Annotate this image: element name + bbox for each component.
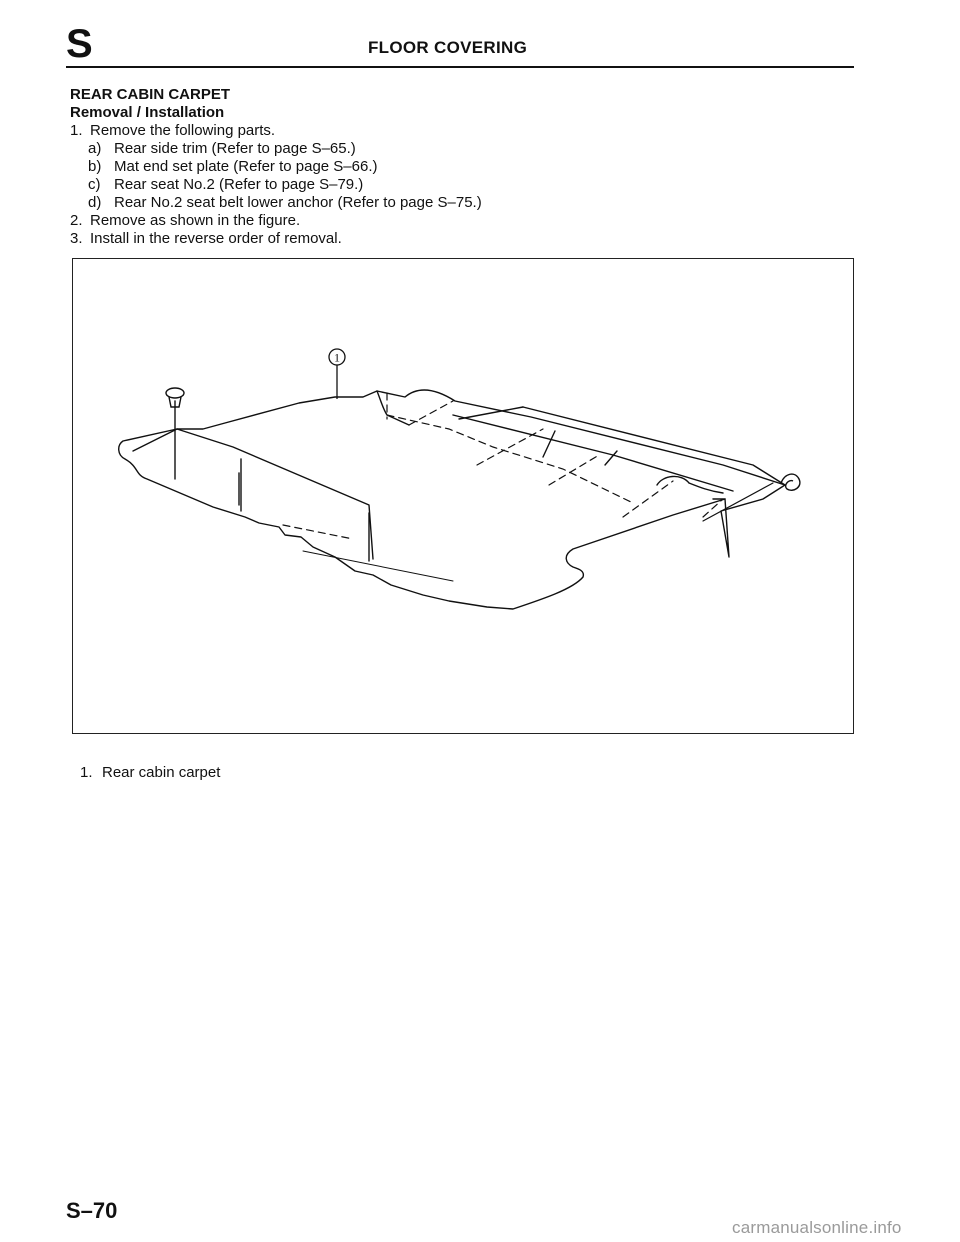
procedure-step [70,122,850,140]
carpet-drawing [73,259,855,735]
step-text: Remove the following parts. [90,122,276,139]
step-text: Remove as shown in the figure. [90,212,301,229]
step-number: 1. [70,122,83,139]
legend-number: 1. [80,764,93,781]
header-divider [66,66,854,68]
substep-label: a) [88,140,102,157]
substep-text: Rear No.2 seat belt lower anchor (Refer to page S–75.) [114,194,482,211]
procedure-substep [70,158,850,176]
procedure-text [70,86,850,248]
substep-label: d) [88,194,102,211]
step-text: Install in the reverse order of removal. [90,230,342,247]
substep-label: c) [88,176,101,193]
carpet-outline [119,390,785,609]
section-heading: REAR CABIN CARPET [70,86,231,103]
step-number: 3. [70,230,83,247]
carpet-illustration [72,258,854,734]
substep-text: Rear seat No.2 (Refer to page S–79.) [114,176,364,193]
page-number: S–70 [66,1198,118,1223]
page-title: FLOOR COVERING [368,38,528,57]
procedure-substep [70,194,850,212]
substep-label: b) [88,158,102,175]
procedure-step [70,230,850,248]
figure-legend [80,764,220,781]
legend-text: Rear cabin carpet [102,764,221,781]
substep-text: Rear side trim (Refer to page S–65.) [114,140,356,157]
substep-text: Mat end set plate (Refer to page S–66.) [114,158,378,175]
procedure-subheading: Removal / Installation [70,104,225,121]
step-number: 2. [70,212,83,229]
clip-fastener [781,474,800,490]
callout-number: 1 [334,350,340,365]
section-letter: S [66,22,93,66]
procedure-substep [70,140,850,158]
procedure-step [70,212,850,230]
watermark[interactable]: carmanualsonline.info [732,1218,902,1237]
procedure-substep [70,176,850,194]
